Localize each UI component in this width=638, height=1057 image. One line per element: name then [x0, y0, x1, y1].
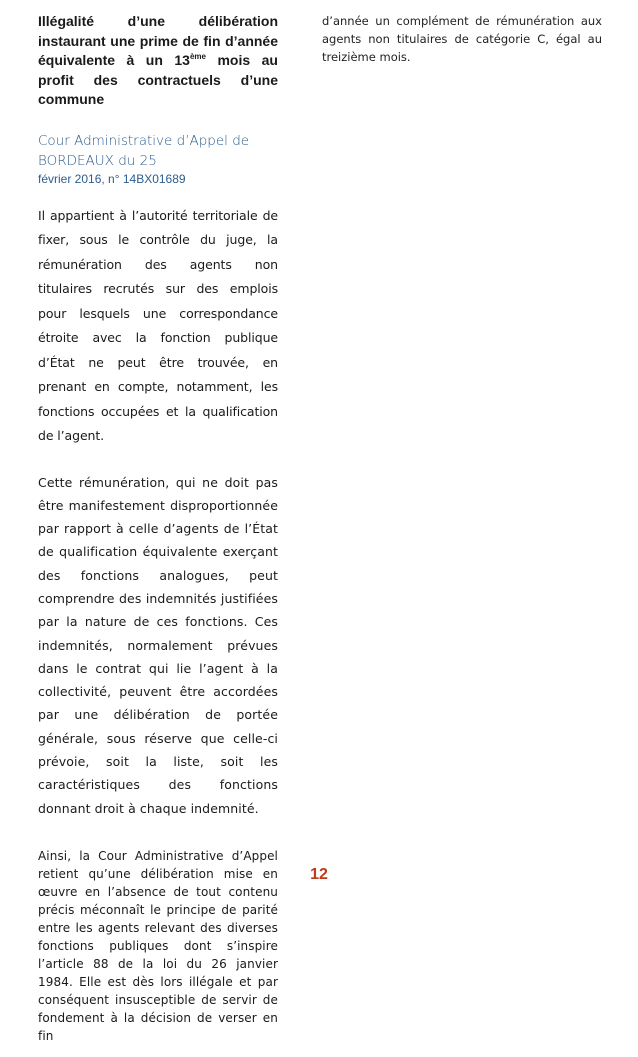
- court-reference: Cour Administrative d’Appel de BORDEAUX du 25: [38, 132, 250, 169]
- paragraph-2: Cette rémunération, qui ne doit pas être manifestement disproportionnée par rapport à celle d’agents de l’État de qualification équivalente exerçant des fonctions analogues, peut comprendre des indemnités justifiées par la nature de ces fonctions. Ces indemnités, normalement prévues dans le contrat qui lie l’agent à la collectivité, peuvent être accordées par une délibération de portée générale, sous réserve que celle-ci prévoie, soit la liste, soit les caractéristiques des fonctions donnant droit à chaque indemnité.: [38, 474, 278, 816]
- decision-date: février 2016, n° 14BX01689: [38, 171, 186, 186]
- title-superscript: ème: [189, 52, 206, 61]
- left-column: [38, 12, 278, 1057]
- article-title: [38, 12, 278, 110]
- title-text-end: mois au profit des contractuels d’une commune: [38, 52, 278, 107]
- paragraph-3: Ainsi, la Cour Administrative d’Appel retient qu’une délibération mise en œuvre en l’absence de tout contenu précis méconnaît le principe de parité entre les agents relevant des diverses fonctions publiques dont s’inspire l’article 88 de la loi du 26 janvier 1984. Elle est dès lors illégale et par conséquent insusceptible de servir de fondement à la décision de verser en fin: [38, 848, 278, 1043]
- continuation-paragraph: d’année un complément de rémunération aux agents non titulaires de catégorie C, égal au treizième mois.: [322, 14, 602, 64]
- page-number: 12: [310, 866, 328, 883]
- title-text: Illégalité d’une délibération instaurant une prime de fin d’année équivalente à un 13: [38, 13, 278, 68]
- paragraph-1: Il appartient à l’autorité territoriale de fixer, sous le contrôle du juge, la rémunération des agents non titulaires recrutés sur des emplois pour lesquels une correspondance étroite avec la fonction publique d’État ne peut être trouvée, en prenant en compte, notamment, les fonctions occupées et la qualification de l’agent.: [38, 207, 278, 443]
- right-column: [322, 12, 602, 66]
